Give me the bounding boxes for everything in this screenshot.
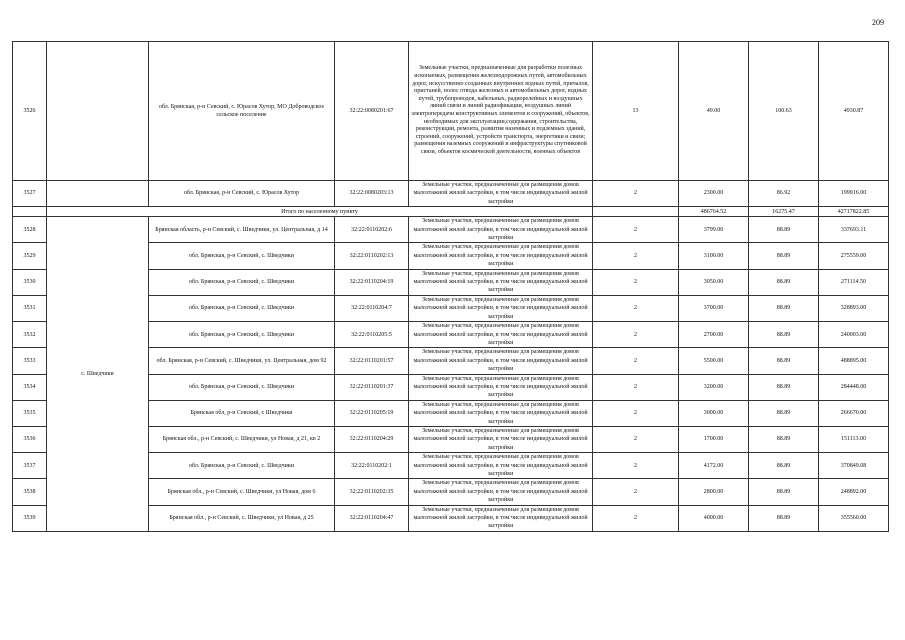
value-cell: 284448.00 bbox=[819, 374, 889, 400]
cadastral-number-cell: 32:22:0110201:57 bbox=[335, 348, 409, 374]
rate-cell: 88.89 bbox=[749, 400, 819, 426]
total-area: 486764.52 bbox=[679, 207, 749, 217]
cadastral-number-cell: 32:22:0110205:5 bbox=[335, 322, 409, 348]
table-body bbox=[13, 42, 889, 532]
address-cell: Брянская обл., р-н Севский, с. Шведчики, ул Новая, дом 6 bbox=[149, 479, 335, 505]
rate-cell: 88.89 bbox=[749, 453, 819, 479]
rate-cell: 88.89 bbox=[749, 295, 819, 321]
cadastral-number-cell: 32:22:0080201:67 bbox=[335, 42, 409, 181]
row-number: 3538 bbox=[13, 479, 47, 505]
row-number: 3533 bbox=[13, 348, 47, 374]
rate-cell: 88.89 bbox=[749, 243, 819, 269]
land-use-cell: Земельные участки, предназначенные для размещения домов малоэтажной жилой застройки, в том числе индивидуальной жилой застройки bbox=[409, 426, 593, 452]
value-cell: 275559.00 bbox=[819, 243, 889, 269]
land-use-cell: Земельные участки, предназначенные для размещения домов малоэтажной жилой застройки, в том числе индивидуальной жилой застройки bbox=[409, 181, 593, 207]
address-cell: обл. Брянская, р-н Севский, с. Шведчики bbox=[149, 374, 335, 400]
page-number: 209 bbox=[872, 18, 884, 27]
table-row bbox=[13, 181, 889, 207]
cadastral-number-cell: 32:22:0110204:7 bbox=[335, 295, 409, 321]
row-number: 3536 bbox=[13, 426, 47, 452]
row-number: 3537 bbox=[13, 453, 47, 479]
land-use-cell: Земельные участки, предназначенные для размещения домов малоэтажной жилой застройки, в том числе индивидуальной жилой застройки bbox=[409, 322, 593, 348]
cadastral-number-cell: 32:22:0110202:13 bbox=[335, 243, 409, 269]
value-cell: 337693.11 bbox=[819, 217, 889, 243]
group-cell: 13 bbox=[593, 42, 679, 181]
address-cell: Брянская обл., р-н Севский, с. Шведчики, ул Новая, д 21, кв 2 bbox=[149, 426, 335, 452]
address-cell: Брянская область, р-н Севский, с. Шведчики, ул. Центральная, д 14 bbox=[149, 217, 335, 243]
area-cell: 2700.00 bbox=[679, 322, 749, 348]
land-use-cell: Земельные участки, предназначенные для размещения домов малоэтажной жилой застройки, в том числе индивидуальной жилой застройки bbox=[409, 505, 593, 531]
row-number: 3532 bbox=[13, 322, 47, 348]
value-cell: 199916.00 bbox=[819, 181, 889, 207]
area-cell: 3799.00 bbox=[679, 217, 749, 243]
area-cell: 4000.00 bbox=[679, 505, 749, 531]
row-number: 3527 bbox=[13, 181, 47, 207]
group-cell: 2 bbox=[593, 181, 679, 207]
value-cell: 370849.08 bbox=[819, 453, 889, 479]
row-number: 3526 bbox=[13, 42, 47, 181]
group-cell: 2 bbox=[593, 453, 679, 479]
total-rate: 16275.47 bbox=[749, 207, 819, 217]
area-cell: 3200.00 bbox=[679, 374, 749, 400]
rate-cell: 88.89 bbox=[749, 505, 819, 531]
address-cell: обл. Брянская, р-н Севский, с. Юрасов Хутор bbox=[149, 181, 335, 207]
group-cell: 2 bbox=[593, 295, 679, 321]
value-cell: 488895.00 bbox=[819, 348, 889, 374]
area-cell: 2300.00 bbox=[679, 181, 749, 207]
rate-cell: 88.89 bbox=[749, 217, 819, 243]
total-empty-cell bbox=[593, 207, 679, 217]
area-cell: 3100.00 bbox=[679, 243, 749, 269]
cadastral-number-cell: 32:22:0110204:47 bbox=[335, 505, 409, 531]
group-cell: 2 bbox=[593, 426, 679, 452]
area-cell: 4172.00 bbox=[679, 453, 749, 479]
land-use-cell: Земельные участки, предназначенные для размещения домов малоэтажной жилой застройки, в том числе индивидуальной жилой застройки bbox=[409, 453, 593, 479]
total-label: Итого по населенному пункту bbox=[47, 207, 593, 217]
group-cell: 2 bbox=[593, 400, 679, 426]
area-cell: 3700.00 bbox=[679, 295, 749, 321]
row-number: 3539 bbox=[13, 505, 47, 531]
group-cell: 2 bbox=[593, 374, 679, 400]
group-cell: 2 bbox=[593, 217, 679, 243]
row-number: 3535 bbox=[13, 400, 47, 426]
value-cell: 355560.00 bbox=[819, 505, 889, 531]
area-cell: 3050.00 bbox=[679, 269, 749, 295]
rate-cell: 86.92 bbox=[749, 181, 819, 207]
value-cell: 240003.00 bbox=[819, 322, 889, 348]
address-cell: обл. Брянская, р-н Севский, с. Шведчики bbox=[149, 269, 335, 295]
value-cell: 271114.50 bbox=[819, 269, 889, 295]
address-cell: обл. Брянская, р-н Севский, с. Шведчики bbox=[149, 322, 335, 348]
area-cell: 49.00 bbox=[679, 42, 749, 181]
area-cell: 3000.00 bbox=[679, 400, 749, 426]
value-cell: 151113.00 bbox=[819, 426, 889, 452]
cadastral-number-cell: 32:22:0110204:29 bbox=[335, 426, 409, 452]
cadastral-number-cell: 32:22:0110202:35 bbox=[335, 479, 409, 505]
cadastral-number-cell: 32:22:0080203:13 bbox=[335, 181, 409, 207]
row-number: 3530 bbox=[13, 269, 47, 295]
value-cell: 266670.00 bbox=[819, 400, 889, 426]
total-row bbox=[13, 207, 889, 217]
group-cell: 2 bbox=[593, 505, 679, 531]
land-use-cell: Земельные участки, предназначенные для размещения домов малоэтажной жилой застройки, в том числе индивидуальной жилой застройки bbox=[409, 479, 593, 505]
land-use-cell: Земельные участки, предназначенные для размещения домов малоэтажной жилой застройки, в том числе индивидуальной жилой застройки bbox=[409, 217, 593, 243]
address-cell: Брянская обл., р-н Севский, с. Шведчики, ул Новая, д 25 bbox=[149, 505, 335, 531]
value-cell: 4930.87 bbox=[819, 42, 889, 181]
group-cell: 2 bbox=[593, 243, 679, 269]
rate-cell: 88.89 bbox=[749, 348, 819, 374]
rate-cell: 100.63 bbox=[749, 42, 819, 181]
land-use-cell: Земельные участки, предназначенные для размещения домов малоэтажной жилой застройки, в том числе индивидуальной жилой застройки bbox=[409, 295, 593, 321]
cadastral-value-table bbox=[12, 41, 889, 532]
land-use-cell: Земельные участки, предназначенные для размещения домов малоэтажной жилой застройки, в том числе индивидуальной жилой застройки bbox=[409, 269, 593, 295]
total-empty-cell bbox=[13, 207, 47, 217]
address-cell: обл. Брянская, р-н Севский, с. Шведчики bbox=[149, 295, 335, 321]
rate-cell: 88.89 bbox=[749, 269, 819, 295]
group-cell: 2 bbox=[593, 269, 679, 295]
total-value: 42717822.85 bbox=[819, 207, 889, 217]
value-cell: 248892.00 bbox=[819, 479, 889, 505]
cadastral-number-cell: 32:22:0110201:37 bbox=[335, 374, 409, 400]
rate-cell: 88.89 bbox=[749, 374, 819, 400]
table-row bbox=[13, 42, 889, 181]
row-number: 3534 bbox=[13, 374, 47, 400]
address-cell: обл. Брянская, р-н Севский, с. Юрасов Хутор, МО Доброводское сельское поселение bbox=[149, 42, 335, 181]
row-number: 3529 bbox=[13, 243, 47, 269]
land-use-cell: Земельные участки, предназначенные для размещения домов малоэтажной жилой застройки, в том числе индивидуальной жилой застройки bbox=[409, 374, 593, 400]
land-use-cell: Земельные участки, предназначенные для размещения домов малоэтажной жилой застройки, в том числе индивидуальной жилой застройки bbox=[409, 348, 593, 374]
address-cell: обл. Брянская, р-н Севский, с. Шведчики bbox=[149, 243, 335, 269]
settlement-cell bbox=[47, 181, 149, 207]
group-cell: 2 bbox=[593, 348, 679, 374]
cadastral-number-cell: 32:22:0110205:19 bbox=[335, 400, 409, 426]
area-cell: 5500.00 bbox=[679, 348, 749, 374]
cadastral-number-cell: 32:22:0110202:6 bbox=[335, 217, 409, 243]
cadastral-number-cell: 32:22:0110204:19 bbox=[335, 269, 409, 295]
area-cell: 2800.00 bbox=[679, 479, 749, 505]
cadastral-number-cell: 32:22:0110202:1 bbox=[335, 453, 409, 479]
address-cell: обл. Брянская, р-н Севский, с. Шведчики bbox=[149, 453, 335, 479]
value-cell: 328893.00 bbox=[819, 295, 889, 321]
settlement-cell: с. Шведчики bbox=[47, 217, 149, 532]
rate-cell: 88.89 bbox=[749, 322, 819, 348]
group-cell: 2 bbox=[593, 322, 679, 348]
rate-cell: 88.89 bbox=[749, 479, 819, 505]
row-number: 3528 bbox=[13, 217, 47, 243]
table-row bbox=[13, 217, 889, 243]
group-cell: 2 bbox=[593, 479, 679, 505]
rate-cell: 88.89 bbox=[749, 426, 819, 452]
land-use-cell: Земельные участки, предназначенные для разработки полезных ископаемых, размещения железнодорожных путей, автомобильных дорог, искусственно созданных внутренних водных путей, причалов, пристаней, полос отвода железных и автомобильных дорог, водных путей, трубопроводов, кабельных, радиорелейных и воздушных линий связи и линий радиофикации, воздушных линий электропередачи конструктивных элементов и сооружений, объектов, необходимых для эксплуатации,содержания, строительства, реконструкции, ремонта, развития наземных и подземных зданий, строений, сооружений, устройств транспорта, энергетики и связи; размещения наземных сооружений и инфраструктуры спутниковой связи, объектов космической деятельности, военных объектов bbox=[409, 42, 593, 181]
settlement-cell bbox=[47, 42, 149, 181]
area-cell: 1700.00 bbox=[679, 426, 749, 452]
address-cell: Брянская обл, р-н Севский, с Шведчики bbox=[149, 400, 335, 426]
land-use-cell: Земельные участки, предназначенные для размещения домов малоэтажной жилой застройки, в том числе индивидуальной жилой застройки bbox=[409, 400, 593, 426]
row-number: 3531 bbox=[13, 295, 47, 321]
land-use-cell: Земельные участки, предназначенные для размещения домов малоэтажной жилой застройки, в том числе индивидуальной жилой застройки bbox=[409, 243, 593, 269]
address-cell: обл. Брянская, р-н Севский, с. Шведчики, ул. Центральная, дом 92 bbox=[149, 348, 335, 374]
